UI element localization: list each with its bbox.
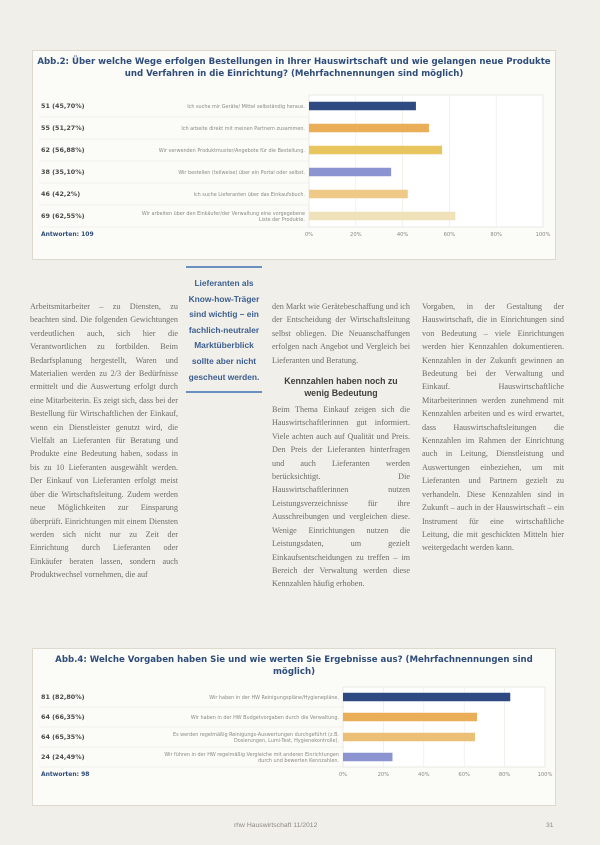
bar <box>309 190 408 199</box>
x-tick-label: 80% <box>490 232 502 238</box>
page-number: 31 <box>546 822 554 829</box>
figure-4-box <box>32 648 556 806</box>
x-tick-label: 20% <box>350 232 362 238</box>
bar <box>309 212 455 221</box>
body-column-2 <box>272 300 410 591</box>
category-line: Wir haben in der HW Budgetvorgaben durch die Verwaltung. <box>190 715 339 721</box>
row-value-label: 69 (62,55%) <box>41 212 85 221</box>
x-tick-label: 0% <box>304 232 314 238</box>
bar <box>309 124 429 133</box>
page-footer <box>0 822 600 836</box>
category-line: Ich arbeite direkt mit meinen Partnern zusammen. <box>181 126 305 132</box>
category-line: Ich suche mir Geräte/ Mittel selbständig heraus. <box>187 104 305 110</box>
x-tick-label: 60% <box>458 772 470 778</box>
subheading-kennzahlen: Kennzahlen haben noch zu wenig Bedeutung <box>284 376 398 399</box>
row-value-label: 24 (24,49%) <box>41 753 85 762</box>
footer-publication: rhw Hauswirtschaft 11/2012 <box>234 822 318 829</box>
row-category-label <box>164 752 339 764</box>
category-line: Wir arbeiten über den Einkäufer/der Verwaltung eine vorgegebene <box>141 210 305 217</box>
body-column-3 <box>422 300 564 555</box>
x-tick-label: 20% <box>377 772 390 778</box>
row-value-label: 55 (51,27%) <box>41 124 85 133</box>
bar <box>309 102 416 111</box>
category-line: Wir bestellen (teilweise) über ein Portal oder selbst. <box>178 170 305 176</box>
row-value-label: 62 (56,88%) <box>41 146 85 155</box>
row-category-label <box>194 192 306 198</box>
category-line: Wir führen in der HW regelmäßig Vergleiche mit anderen Einrichtungen <box>164 751 339 758</box>
body-text-col3: Vorgaben, in der Gestaltung der Hauswirtschaft, die in Einrichtungen sind von Bedeutung – viele Einrichtungen werden hier Kennzahlen dokumentieren. Kennzahlen in der Zukunft gewinnen an Bedeutung bei der Verwaltung und Einkauf. Hauswirtschaftliche Mitarbeiterinnen werden zunehmend mit Kennzahlen arbeiten und es wird erwartet, dass Hauswirtschaftsleitungen die Kennzahlen im Rahmen der Einrichtung auch in Leitung, Dienstleistung und Auswertungen einbeziehen, um mit Lieferanten und Partnern gezielt zu verhandeln. Diese Kennzahlen sind in Zukunft – auch in der Hauswirtschaft – ein Instrument für eine wirtschaftliche Leitung, die mit geschickten Mitteln hier weitergedacht werden kann. <box>422 302 564 553</box>
figure-2-chart <box>33 51 555 259</box>
bar <box>343 753 392 762</box>
row-value-label: 38 (35,10%) <box>41 168 85 177</box>
row-value-label: 64 (65,35%) <box>41 733 85 742</box>
figure-4-chart <box>33 649 555 805</box>
row-value-label: 81 (82,80%) <box>41 693 85 702</box>
total-answers-label: Antworten: 109 <box>41 231 94 238</box>
row-category-label <box>159 148 306 154</box>
category-line: durch und bewerten Kennzahlen. <box>258 758 339 765</box>
x-tick-label: 0% <box>338 772 348 778</box>
row-value-label: 51 (45,70%) <box>41 102 85 111</box>
bar <box>343 733 475 742</box>
row-category-label <box>187 104 305 110</box>
x-tick-label: 60% <box>443 232 456 238</box>
row-value-label: 46 (42,2%) <box>41 190 81 199</box>
category-line: Dosierungen, Lumi-Test, Hygienekontrolle). <box>233 738 339 745</box>
body-text-col2: den Markt wie Gerätebeschaffung und ich der Entscheidung der Wirtschaftsleitung selbst obliegen. Die Neuanschaffungen erfolgen nach Angebot und Vergleich bei Lieferanten und Beratung. <box>272 302 410 365</box>
row-category-label <box>181 126 305 132</box>
bar <box>343 713 477 722</box>
row-category-label <box>178 170 305 176</box>
body-text-col1: Arbeitsmitarbeiter – zu Diensten, zu beachten sind. Die folgenden Gewichtungen verdeutlichen auch, sich hier die Verantwortlichen zu fortbilden. Beim Bedarfsplanung hergestellt, Waren und Materialien werden zu 2/3 der Bedürfnisse ermittelt und die Auswertung erfolgt durch eine Mitarbeiterin. Es zeigt sich, dass bei der Bestellung für Wirtschaftlichen der Einkauf, wenn ein Dienstleister genutzt wird, die Vielfalt an Lieferanten für Beratung und Produkte eine Bedeutung haben, sodass in bis zu 10 Lieferanten ausgewählt werden. Der Einkauf von Lieferanten erfolgt meist über die Wirtschaftsleitung. Zudem werden neue Möglichkeiten zur Einsparung überprüft. Einrichtungen mit einem Diensten werden sich nicht nur zu Zeit der Einrichtung durch Lieferanten oder Einkäufer beraten lassen, sondern auch Produktwechsel vornehmen, die auf <box>30 302 178 580</box>
x-tick-label: 100% <box>537 772 553 778</box>
row-value-label: 64 (66,35%) <box>41 713 85 722</box>
category-line: Wir verwenden Produktmuster/Angebote für die Bestellung. <box>158 148 305 154</box>
figure-2-title: Abb.2: Über welche Wege erfolgen Bestellungen in Ihrer Hauswirtschaft und wie gelangen neue Produkte und Verfahren in die Einrichtung? (Mehrfachnennungen sind möglich) <box>37 57 551 79</box>
row-category-label <box>191 715 340 721</box>
row-category-label <box>173 732 339 744</box>
x-tick-label: 80% <box>498 772 511 778</box>
bar <box>309 146 442 155</box>
bar <box>343 693 510 702</box>
category-line: Liste der Produkte. <box>258 217 305 224</box>
row-category-label <box>142 211 306 223</box>
plot-area <box>309 95 543 227</box>
category-line: Es werden regelmäßig Reinigungs-Auswertungen durchgeführt (z.B. <box>172 731 339 738</box>
category-line: Wir haben in der HW Reinigungspläne/Hygienepläne. <box>209 695 339 701</box>
pull-quote: Lieferanten als Know-how-Träger sind wichtig – ein fachlich-neutraler Marktüberblick sollte aber nicht gescheut werden. <box>186 266 262 393</box>
body-column-1 <box>30 300 178 582</box>
figure-2-box <box>32 50 556 260</box>
category-line: Ich suche Lieferanten über das Einkaufsbuch. <box>193 192 305 198</box>
x-tick-label: 100% <box>535 232 551 238</box>
total-answers-label: Antworten: 98 <box>41 771 90 778</box>
body-text-col2b: Beim Thema Einkauf zeigen sich die Hauswirtschaftlerinnen gut informiert. Viele achten auch auf Qualität und Preis. Den Preis der Lieferanten hinterfragen und auch Lieferanten werden berücksichtigt. Die Hauswirtschaftlerinnen nutzen Leistungsverzeichnisse für ihre Ausschreibungen und vergleichen diese. Wenige Einrichtungen nutzen die Leistungsdaten, um gezielt Einkaufsentscheidungen zu treffen – im Bereich der Verwaltung werden diese Kennzahlen häufig erhoben. <box>272 405 410 589</box>
bar <box>309 168 391 177</box>
x-tick-label: 40% <box>418 772 430 778</box>
figure-4-title: Abb.4: Welche Vorgaben haben Sie und wie werten Sie Ergebnisse aus? (Mehrfachnennungen sind möglich) <box>55 655 533 677</box>
x-tick-label: 40% <box>396 232 409 238</box>
row-category-label <box>209 695 339 701</box>
